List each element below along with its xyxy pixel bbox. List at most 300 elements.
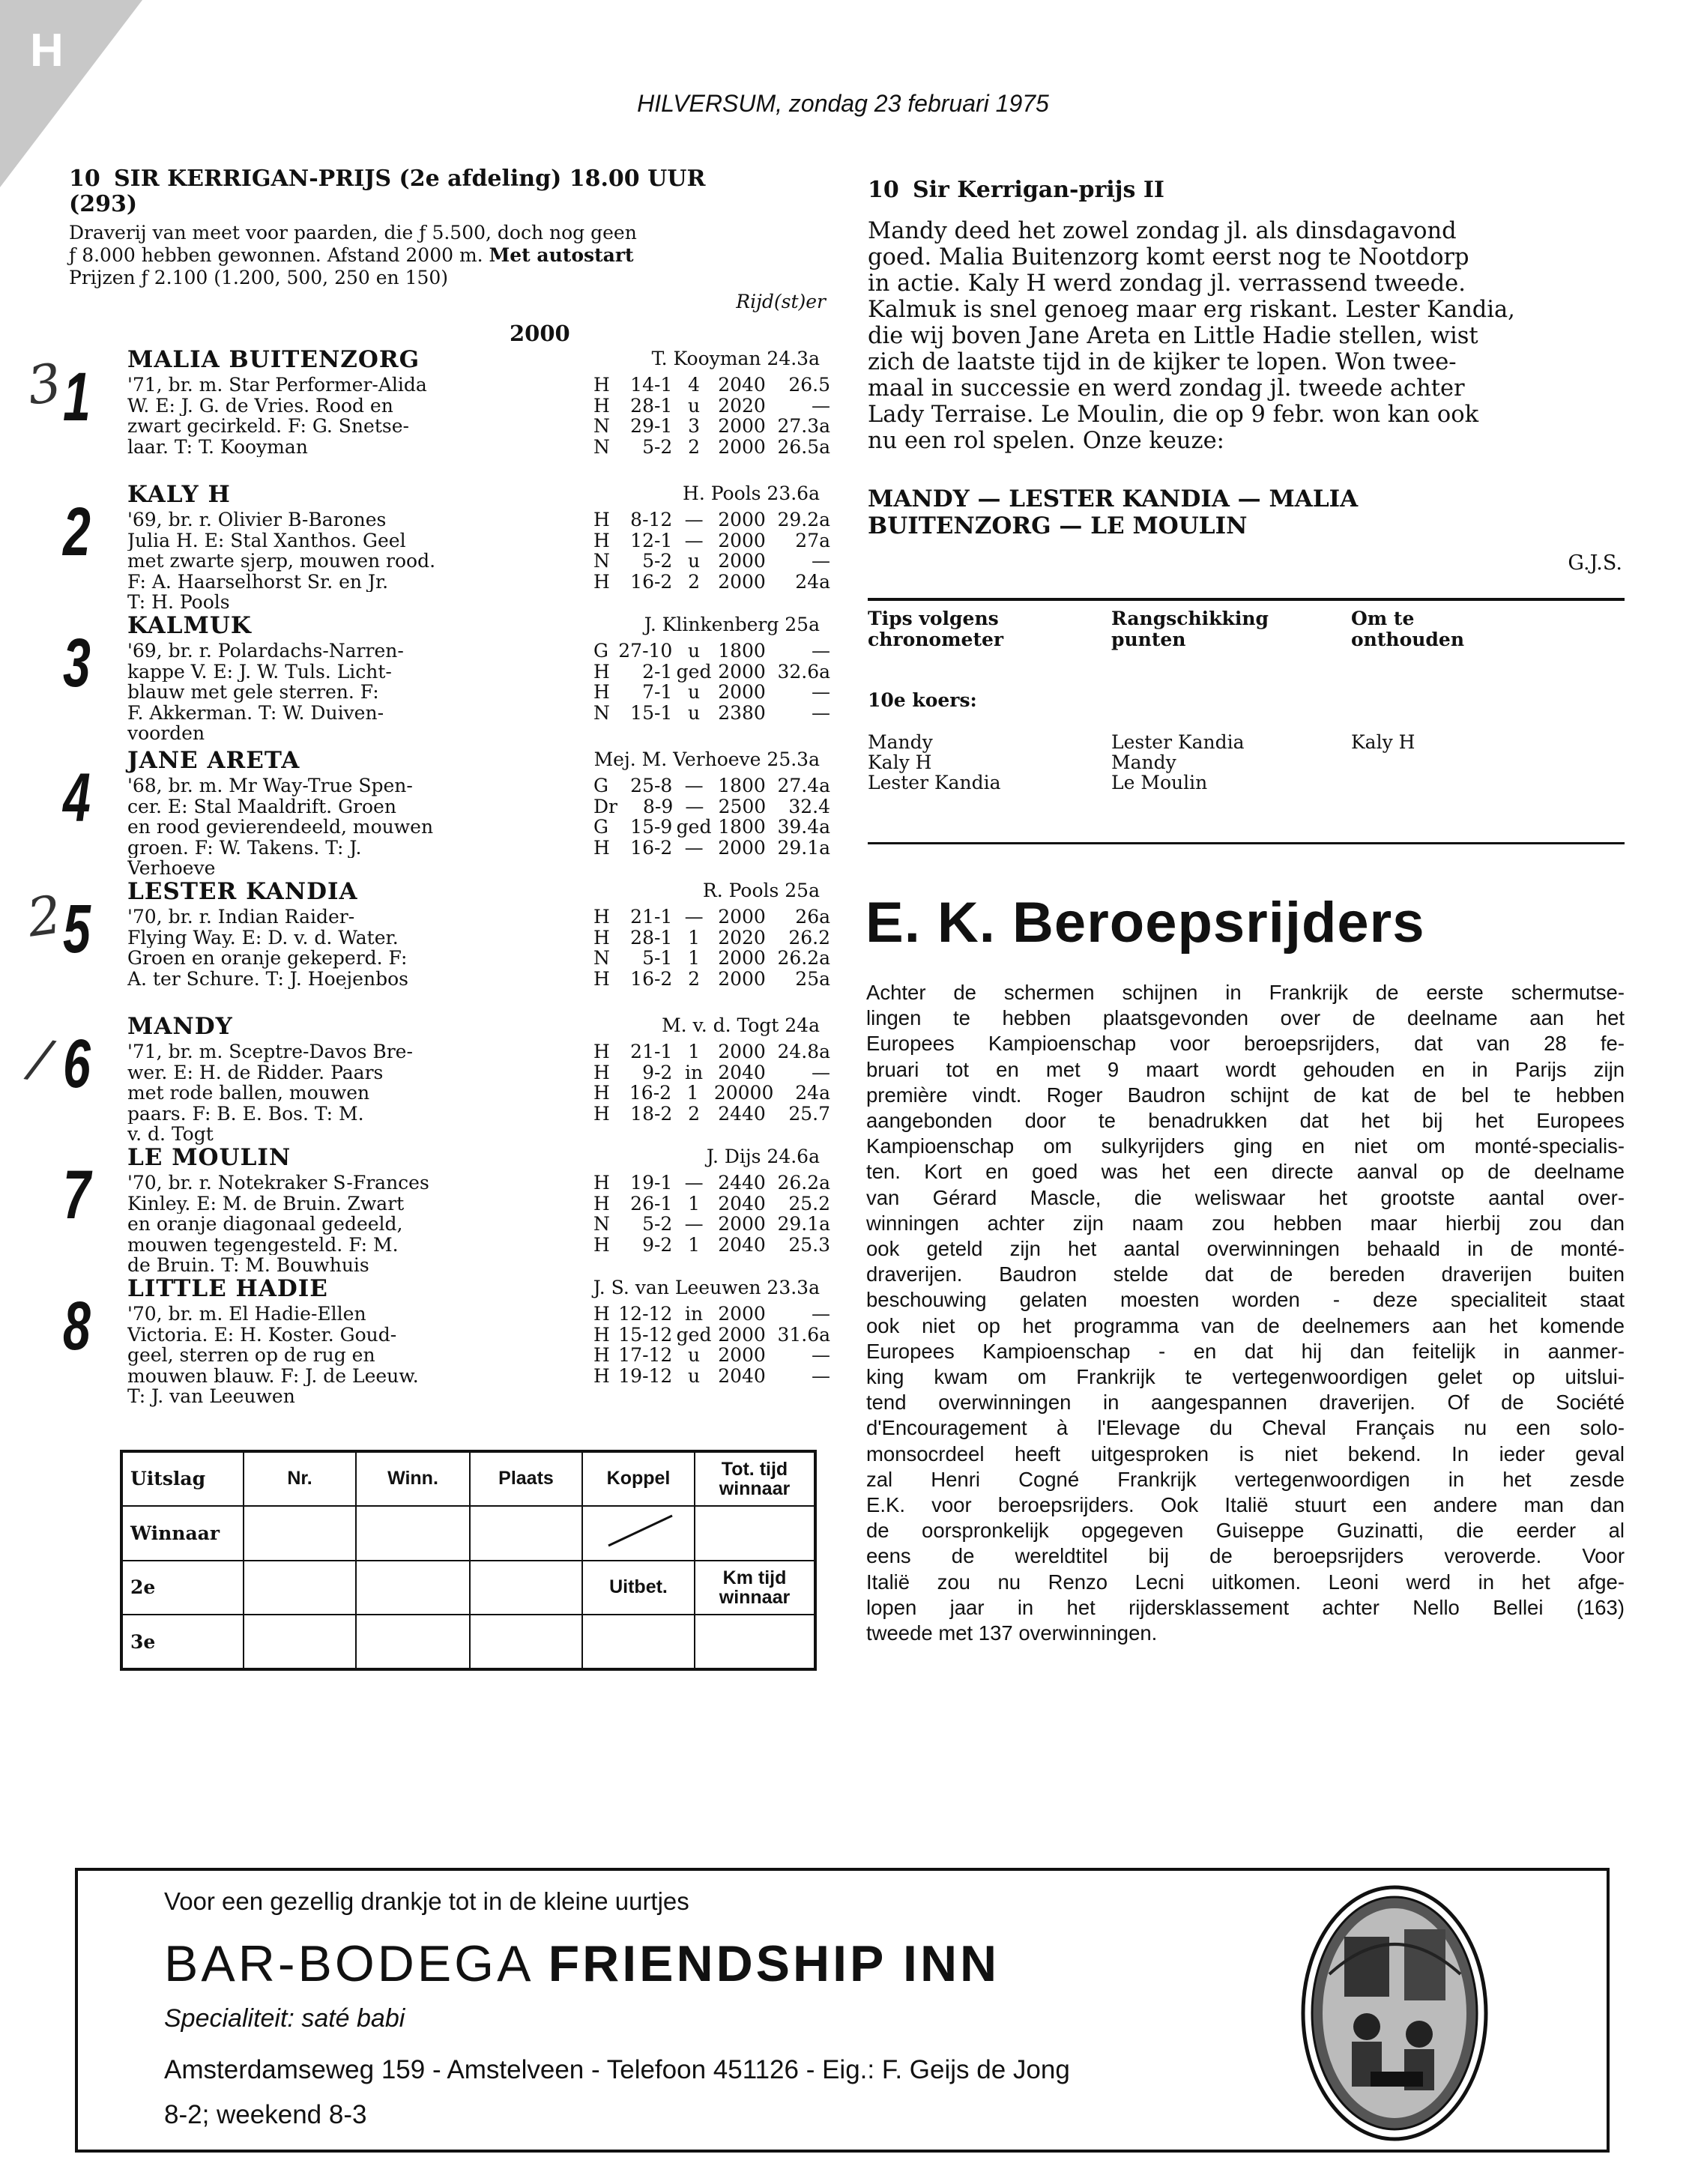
- result-row: [593, 817, 833, 838]
- result-cell: u: [688, 701, 701, 724]
- horse-desc-line: '70, br. r. Indian Raider-: [127, 907, 355, 928]
- result-cell: 2000: [718, 1303, 766, 1325]
- col-uitslag: Uitslag: [121, 1451, 244, 1506]
- horse-start-number: 4: [63, 760, 91, 836]
- race-desc-line: [69, 244, 826, 267]
- result-row: [593, 682, 833, 703]
- result-cell: 26.2a: [777, 947, 831, 969]
- result-cell: —: [812, 1303, 831, 1325]
- result-cell: 1800: [718, 775, 766, 796]
- article-line: Kampioenschap om sulkyrijders ging en niet om monté-specialis-: [866, 1134, 1625, 1158]
- result-cell: 8-12: [630, 509, 673, 530]
- cell-empty[interactable]: [244, 1615, 356, 1669]
- picks-line: BUITENZORG — LE MOULIN: [868, 512, 1248, 539]
- result-cell: 9-2: [642, 1233, 673, 1256]
- result-cell: 19-12: [618, 1364, 673, 1387]
- result-cell: Dr: [593, 795, 617, 817]
- race-number: 10: [69, 166, 100, 192]
- tip-item: Lester Kandia: [868, 772, 1001, 793]
- horse-name: KALMUK: [127, 612, 252, 639]
- result-cell: u: [688, 550, 701, 572]
- horse-description: [127, 775, 547, 879]
- result-row: [593, 1345, 833, 1366]
- article-line: eens de wereldtitel bij de beroepsrijders veroverde. Voor: [866, 1544, 1625, 1568]
- result-cell: H: [593, 570, 610, 593]
- article-line: lopen jaar in het rijdersklassement achter Nello Bellei (163): [866, 1595, 1625, 1619]
- result-cell: 25.2: [788, 1192, 831, 1214]
- horse-results: [593, 641, 833, 723]
- article-line: Italië zou nu Renzo Lecni uitkomen. Leoni werd in het afge-: [866, 1570, 1625, 1594]
- tavern-scene-emblem-icon: [1299, 1884, 1490, 2143]
- result-cell: 2000: [718, 529, 766, 551]
- signature: G.J.S.: [1568, 551, 1622, 575]
- result-cell: —: [684, 1172, 704, 1194]
- tips-col-rangschikking: [1111, 732, 1351, 793]
- result-cell: N: [593, 435, 610, 458]
- horse-name: LE MOULIN: [127, 1144, 291, 1171]
- article-line: d'Encouragement à l'Elevage du Cheval Français nu een solo-: [866, 1416, 1625, 1440]
- result-cell: 1: [688, 947, 701, 969]
- horse-name: MANDY: [127, 1013, 233, 1040]
- preview-line: zich de laatste tijd in de kijker te lopen. Won twee-: [868, 349, 1457, 375]
- preview-line: in actie. Kaly H werd zondag jl. verrassend tweede.: [868, 270, 1466, 297]
- result-cell: G: [593, 775, 608, 796]
- result-cell: 15-12: [618, 1323, 673, 1346]
- result-cell: 29-1: [630, 415, 673, 437]
- horse-description: [127, 907, 547, 989]
- cell-empty[interactable]: [470, 1506, 582, 1561]
- race-description: [69, 222, 826, 289]
- horse-start-number: 7: [63, 1157, 91, 1233]
- cell-empty[interactable]: [470, 1561, 582, 1615]
- result-cell: 2000: [718, 509, 766, 530]
- horse-results: [593, 375, 833, 457]
- result-row: [593, 437, 833, 458]
- result-row: [593, 1173, 833, 1194]
- result-cell: 12-12: [618, 1303, 673, 1325]
- article-line: tend overwinningen in aangespannen draverijen. Of de Société: [866, 1391, 1625, 1415]
- result-cell: 16-2: [630, 570, 673, 593]
- result-cell: 2000: [718, 947, 766, 969]
- result-cell: 2380: [718, 701, 766, 724]
- horse-desc-line: '69, br. r. Olivier B-Barones: [127, 509, 387, 530]
- horse-driver: R. Pools 25a: [702, 880, 820, 901]
- article-line: première vindt. Roger Baudron schijnt de kat de bel te hebben: [866, 1083, 1625, 1107]
- head-line: punten: [1111, 629, 1186, 650]
- cell-empty[interactable]: [695, 1615, 815, 1669]
- result-cell: 16-2: [629, 1082, 672, 1104]
- result-cell: 2: [688, 435, 701, 458]
- result-cell: H: [593, 906, 610, 928]
- result-row: [593, 375, 833, 396]
- result-cell: 15-1: [630, 701, 673, 724]
- horse-description: [127, 1304, 547, 1407]
- horse-desc-line: zwart gecirkeld. F: G. Snetse-: [127, 416, 409, 437]
- tip-item: Lester Kandia: [1111, 731, 1245, 753]
- result-cell: —: [812, 1364, 831, 1387]
- horse-desc-line: en rood gevierendeeld, mouwen: [127, 817, 434, 838]
- result-cell: N: [593, 1213, 610, 1235]
- horse-start-number: 8: [63, 1288, 91, 1364]
- article-line: Europees Kampioenschap voor beroepsrijders, dat van 28 fe-: [866, 1032, 1625, 1056]
- result-cell: 2040: [718, 1233, 766, 1256]
- horse-driver: Mej. M. Verhoeve 25.3a: [593, 748, 820, 770]
- corner-letter: H: [30, 25, 64, 76]
- result-cell: 7-1: [642, 681, 673, 703]
- article-line: draverijen. Baudron stelde dat de bereden draverijen buiten: [866, 1262, 1625, 1286]
- result-row: [593, 1041, 833, 1062]
- result-cell: H: [593, 1192, 610, 1214]
- result-row: [593, 928, 833, 949]
- article-line: E.K. voor beroepsrijders. Ook Italië stuurt een andere man dan: [866, 1493, 1625, 1517]
- horse-driver: J. Dijs 24.6a: [706, 1146, 820, 1167]
- result-cell: 2-1: [642, 660, 673, 683]
- divider: [868, 842, 1625, 844]
- horse-desc-line: W. E: J. G. de Vries. Rood en: [127, 395, 393, 416]
- tips-col-chronometer: [868, 732, 1111, 793]
- result-row: [593, 1194, 833, 1214]
- horse-name: KALY H: [127, 481, 231, 508]
- result-cell: u: [688, 1364, 701, 1387]
- article-body: [866, 980, 1625, 1646]
- article-line: aangebonden door te benadrukken dat het bij het Europees: [866, 1109, 1625, 1133]
- result-row: [593, 530, 833, 551]
- preview-line: Lady Terraise. Le Moulin, die op 9 febr. won kan ook: [868, 402, 1479, 428]
- result-cell: 2500: [718, 795, 767, 817]
- horse-driver: M. v. d. Togt 24a: [662, 1014, 820, 1036]
- result-cell: H: [593, 660, 610, 683]
- result-cell: 2000: [718, 550, 766, 572]
- result-cell: 5-1: [642, 947, 673, 969]
- article-line: beschouwing gelaten moesten worden - deze specialiteit staat: [866, 1288, 1625, 1312]
- result-row: [593, 662, 833, 683]
- horse-desc-line: en oranje diagonaal gedeeld,: [127, 1214, 403, 1235]
- result-cell: 25a: [795, 967, 831, 990]
- tips-values: [868, 732, 1625, 793]
- cell-uitbet: Uitbet.: [582, 1561, 695, 1615]
- preview-title: [868, 177, 1628, 203]
- result-cell: 2440: [718, 1172, 766, 1194]
- result-row: [593, 396, 833, 417]
- col-tot-tijd: [695, 1451, 815, 1506]
- advertisement: [75, 1868, 1610, 2153]
- cell-empty[interactable]: [244, 1561, 356, 1615]
- result-cell: 1: [688, 926, 701, 949]
- result-cell: 2000: [718, 1344, 766, 1366]
- article-line: zal Henri Cogné Frankrijk vertegenwoordigen in het zesde: [866, 1467, 1625, 1491]
- horse-desc-line: '71, br. m. Star Performer-Alida: [127, 375, 427, 396]
- tips-col-onthouden: [1351, 732, 1576, 793]
- horse-desc-line: Groen en oranje gekeperd. F:: [127, 948, 408, 969]
- col-winn: Winn.: [356, 1451, 470, 1506]
- result-cell: —: [812, 701, 831, 724]
- result-cell: 24.8a: [777, 1041, 831, 1062]
- result-cell: 21-1: [630, 1041, 673, 1062]
- result-row: [593, 1235, 833, 1256]
- result-table: [120, 1450, 817, 1671]
- result-cell: —: [812, 394, 831, 417]
- horse-description: [127, 509, 547, 613]
- result-cell: u: [688, 394, 701, 417]
- horse-desc-line: cer. E: Stal Maaldrift. Groen: [127, 796, 396, 817]
- horse-driver: H. Pools 23.6a: [683, 483, 820, 504]
- result-row: [593, 572, 833, 593]
- article-line: winningen achter zijn naam zou hebben maar hierbij zou dan: [866, 1211, 1625, 1235]
- result-cell: 2440: [718, 1102, 766, 1125]
- result-cell: 2000: [718, 415, 766, 437]
- result-cell: 18-2: [630, 1102, 673, 1125]
- result-cell: 15-9: [630, 816, 673, 838]
- ad-speciality: Specialiteit: saté babi: [164, 2004, 405, 2033]
- tip-item: Kaly H: [868, 751, 932, 773]
- result-cell: 26-1: [630, 1192, 673, 1214]
- horse-desc-line: '70, br. m. El Hadie-Ellen: [127, 1304, 366, 1325]
- result-cell: H: [593, 1082, 610, 1104]
- horse-name: LESTER KANDIA: [127, 878, 358, 905]
- result-cell: 29.1a: [777, 836, 831, 859]
- result-cell: 26a: [795, 906, 831, 928]
- tips-head-rangschikking: [1111, 608, 1351, 650]
- cell-empty[interactable]: [356, 1561, 470, 1615]
- result-cell: 2000: [718, 1213, 766, 1235]
- result-cell: 19-1: [630, 1172, 673, 1194]
- result-cell: H: [593, 681, 610, 703]
- tip-item: Le Moulin: [1111, 772, 1208, 793]
- horse-name: MALIA BUITENZORG: [127, 346, 420, 373]
- result-cell: 24a: [795, 570, 831, 593]
- result-cell: N: [593, 415, 610, 437]
- result-cell: 2: [688, 570, 701, 593]
- result-row: [593, 551, 833, 572]
- horse-desc-line: mouwen blauw. F: J. de Leeuw.: [127, 1365, 419, 1386]
- horse-description: [127, 641, 547, 744]
- horse-start-number: 6: [63, 1026, 91, 1102]
- preview-title-text: Sir Kerrigan-prijs II: [913, 177, 1164, 203]
- result-cell: 12-1: [630, 529, 673, 551]
- horse-desc-line: kappe V. E: J. W. Tuls. Licht-: [127, 661, 392, 682]
- tot-tijd-label: Tot. tijd: [721, 1458, 788, 1480]
- result-cell: 31.6a: [777, 1323, 831, 1346]
- horse-description: [127, 1173, 547, 1276]
- head-line: chronometer: [868, 629, 1004, 650]
- horse-desc-line: Flying Way. E: D. v. d. Water.: [127, 927, 399, 948]
- result-row: [593, 703, 833, 724]
- result-cell: 2000: [718, 660, 766, 683]
- result-row: [593, 969, 833, 990]
- head-line: Rangschikking: [1111, 608, 1269, 629]
- preview-line: Mandy deed het zowel zondag jl. als dinsdagavond: [868, 218, 1457, 244]
- result-cell: 25-8: [630, 775, 673, 796]
- result-row: [593, 1104, 833, 1125]
- result-cell: 25.7: [788, 1102, 831, 1125]
- cell-empty[interactable]: [356, 1506, 470, 1561]
- result-cell: 27a: [795, 529, 831, 551]
- result-cell: ged: [676, 660, 712, 683]
- horse-desc-line: F: A. Haarselhorst Sr. en Jr.: [127, 571, 389, 592]
- result-cell: 2000: [718, 836, 766, 859]
- race-title: [69, 166, 826, 217]
- result-cell: 27.3a: [777, 415, 831, 437]
- result-cell: 2000: [718, 681, 766, 703]
- result-cell: H: [593, 394, 610, 417]
- result-cell: 16-2: [630, 967, 673, 990]
- horse-driver: T. Kooyman 24.3a: [651, 348, 820, 369]
- horse-desc-line: blauw met gele sterren. F:: [127, 682, 379, 703]
- result-cell: 29.1a: [777, 1213, 831, 1235]
- result-row: [593, 838, 833, 859]
- result-cell: H: [593, 1344, 610, 1366]
- preview-line: maal in successie en werd zondag jl. tweede achter: [868, 375, 1465, 402]
- result-cell: N: [593, 701, 610, 724]
- race-desc-line: Prijzen ƒ 2.100 (1.200, 500, 250 en 150): [69, 267, 449, 288]
- result-row: [593, 907, 833, 928]
- result-cell: H: [593, 1323, 610, 1346]
- horse-results: [593, 509, 833, 592]
- horse-desc-line: T: J. van Leeuwen: [127, 1386, 295, 1407]
- result-row: [593, 509, 833, 530]
- horse-name: JANE ARETA: [127, 747, 300, 774]
- result-cell: —: [812, 550, 831, 572]
- result-row: [593, 796, 833, 817]
- row-2e: 2e: [121, 1561, 244, 1615]
- result-row: [593, 641, 833, 662]
- result-cell: —: [684, 906, 704, 928]
- koers-label: 10e koers:: [868, 689, 977, 711]
- col-nr: Nr.: [244, 1451, 356, 1506]
- result-cell: —: [812, 1061, 831, 1083]
- result-cell: —: [684, 836, 704, 859]
- horse-driver: J. S. van Leeuwen 23.3a: [593, 1277, 820, 1298]
- article-line: bruari tot en met 9 maart wordt gehouden en in Parijs zijn: [866, 1057, 1625, 1081]
- result-cell: 2040: [718, 374, 766, 396]
- horse-desc-line: T: H. Pools: [127, 592, 230, 613]
- result-row: [593, 1304, 833, 1325]
- tip-item: Mandy: [868, 731, 933, 753]
- race-preview: [868, 177, 1628, 575]
- cell-empty[interactable]: [582, 1615, 695, 1669]
- article-line: monsocrdeel heeft uitgesproken is niet bekend. In ieder geval: [866, 1442, 1625, 1465]
- result-cell: 2040: [718, 1364, 766, 1387]
- horse-desc-line: '71, br. m. Sceptre-Davos Bre-: [127, 1041, 413, 1062]
- cell-empty[interactable]: [695, 1506, 815, 1561]
- result-cell: 14-1: [630, 374, 673, 396]
- result-cell: H: [593, 1233, 610, 1256]
- race-desc-line: Draverij van meet voor paarden, die ƒ 5.500, doch nog geen: [69, 222, 637, 243]
- result-row: [593, 1083, 833, 1104]
- handwritten-mark: 2: [23, 883, 66, 949]
- col-koppel: Koppel: [582, 1451, 695, 1506]
- horse-start-number: 5: [63, 891, 91, 967]
- km-winnaar-label: winnaar: [719, 1586, 791, 1608]
- result-cell: H: [593, 1364, 610, 1387]
- cell-empty[interactable]: [470, 1615, 582, 1669]
- result-cell: —: [812, 1344, 831, 1366]
- result-cell: 2000: [718, 1323, 766, 1346]
- horse-desc-line: met rode ballen, mouwen: [127, 1083, 370, 1104]
- article-line: tweede met 137 overwinningen.: [866, 1621, 1158, 1645]
- result-cell: 20000: [713, 1082, 774, 1104]
- result-cell: 5-2: [642, 550, 673, 572]
- result-cell: 1: [688, 1192, 701, 1214]
- race-desc-bold: Met autostart: [489, 244, 634, 266]
- result-cell: 2000: [718, 967, 766, 990]
- result-cell: 32.6a: [777, 660, 831, 683]
- preview-body: [868, 218, 1628, 454]
- article-line: ook geteld zijn het aantal overwinningen behaald in de monté-: [866, 1237, 1625, 1261]
- result-cell: 1: [688, 1233, 701, 1256]
- horse-desc-line: Verhoeve: [127, 858, 216, 879]
- horse-description: [127, 375, 547, 457]
- horse-name: LITTLE HADIE: [127, 1275, 328, 1302]
- horse-desc-line: paars. F: B. E. Bos. T: M.: [127, 1103, 364, 1124]
- result-cell: u: [688, 1344, 701, 1366]
- result-cell: G: [593, 816, 608, 838]
- result-cell: —: [684, 775, 704, 796]
- result-cell: —: [684, 529, 704, 551]
- result-cell: 28-1: [630, 394, 673, 417]
- horse-desc-line: '68, br. m. Mr Way-True Spen-: [127, 775, 413, 796]
- horse-desc-line: A. ter Schure. T: J. Hoejenbos: [127, 968, 408, 989]
- result-row: [593, 1366, 833, 1387]
- horse-desc-line: Victoria. E: H. Koster. Goud-: [127, 1324, 397, 1345]
- result-cell: 2000: [718, 570, 766, 593]
- result-cell: H: [593, 1041, 610, 1062]
- horse-desc-line: mouwen tegengesteld. F: M.: [127, 1234, 399, 1255]
- handwritten-mark: 3: [23, 351, 66, 417]
- result-cell: 28-1: [630, 926, 673, 949]
- result-cell: 24a: [795, 1082, 830, 1104]
- horse-start-number: 3: [63, 625, 91, 701]
- result-cell: 26.2a: [777, 1172, 831, 1194]
- horse-desc-line: met zwarte sjerp, mouwen rood.: [127, 551, 436, 572]
- ad-business-name: [164, 1935, 1000, 1993]
- result-row: [593, 775, 833, 796]
- race-title-line2: (293): [69, 191, 138, 217]
- tip-item: Kaly H: [1351, 731, 1415, 753]
- ad-tagline: Voor een gezellig drankje tot in de kleine uurtjes: [164, 1887, 689, 1915]
- result-cell: 27.4a: [777, 775, 831, 796]
- horse-desc-line: laar. T: T. Kooyman: [127, 436, 308, 457]
- horse-desc-line: geel, sterren op de rug en: [127, 1345, 375, 1366]
- result-cell: H: [593, 1303, 610, 1325]
- preview-number: 10: [868, 177, 899, 203]
- cell-empty[interactable]: [244, 1506, 356, 1561]
- cell-empty[interactable]: [356, 1615, 470, 1669]
- tip-item: Mandy: [1111, 751, 1176, 773]
- tips-head-chronometer: [868, 608, 1111, 650]
- article-title: E. K. Beroepsrijders: [865, 891, 1425, 955]
- horse-desc-line: F. Akkerman. T: W. Duiven-: [127, 702, 384, 723]
- article-line: Achter de schermen schijnen in Frankrijk de eerste schermutse-: [866, 981, 1625, 1004]
- ad-name-bold: FRIENDSHIP INN: [548, 1935, 1000, 1992]
- result-cell: 1: [688, 1041, 701, 1062]
- result-cell: 17-12: [618, 1344, 673, 1366]
- result-cell: —: [684, 509, 704, 530]
- tips-head-onthouden: [1351, 608, 1576, 650]
- article-line: king kwam om Frankrijk te vertegenwoordigen gelet op uitslui-: [866, 1365, 1625, 1389]
- article-line: ook niet op het programma van de deelnemers aan het komende: [866, 1313, 1625, 1337]
- result-cell: —: [812, 681, 831, 703]
- preview-line: die wij boven Jane Areta en Little Hadie stellen, wist: [868, 323, 1478, 349]
- horse-desc-line: '69, br. r. Polardachs-Narren-: [127, 641, 404, 662]
- result-cell: —: [684, 1213, 704, 1235]
- article-line: Europees Kampioenschap - en dat hij dan feitelijk in aanmer-: [866, 1339, 1625, 1363]
- horse-desc-line: wer. E: H. de Ridder. Paars: [127, 1062, 384, 1083]
- row-3e: 3e: [121, 1615, 244, 1669]
- result-cell: 26.2: [788, 926, 831, 949]
- result-cell: 32.4: [788, 795, 830, 817]
- result-cell: 25.3: [788, 1233, 831, 1256]
